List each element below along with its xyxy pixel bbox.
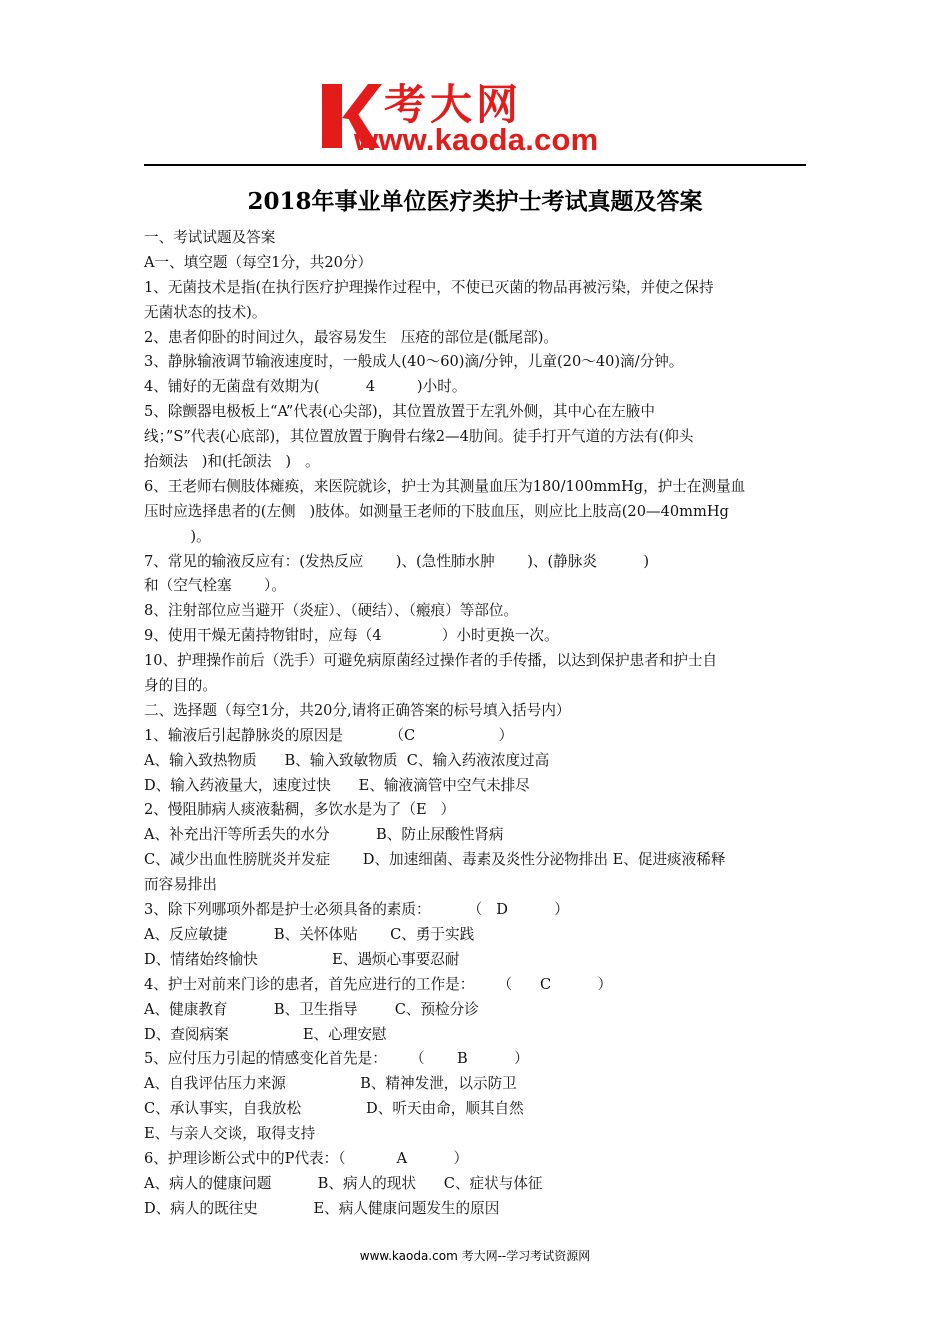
text-line: 抬颏法 )和(托颌法 ) 。 bbox=[144, 453, 320, 471]
text-line: 3、静脉输液调节输液速度时，一般成人(40～60)滴/分钟，儿童(20～40)滴/分钟。 bbox=[144, 353, 684, 371]
text-line: 9、使用干燥无菌持物钳时，应每（4 ）小时更换一次。 bbox=[144, 627, 559, 645]
text-line: 3、除下列哪项外都是护士必须具备的素质： （ D ） bbox=[144, 901, 569, 919]
text-line: 而容易排出 bbox=[144, 876, 217, 894]
text-line: A、补充出汗等所丢失的水分 B、防止尿酸性肾病 bbox=[144, 826, 504, 844]
text-line: A一、填空题（每空1分，共20分） bbox=[144, 253, 373, 271]
logo-url-text: www.kaoda.com bbox=[354, 122, 599, 157]
text-line: 10、护理操作前后（洗手）可避免病原菌经过操作者的手传播，以达到保护患者和护士自 bbox=[144, 652, 718, 670]
text-line: 压时应选择患者的(左侧 )肢体。如测量王老师的下肢血压，则应比上肢高(20—40mmHg bbox=[144, 502, 729, 520]
text-line: 和（空气栓塞 ）。 bbox=[144, 577, 286, 595]
text-line: A、输入致热物质 B、输入致敏物质 C、输入药液浓度过高 bbox=[144, 751, 550, 769]
text-line: 8、注射部位应当避开（炎症）、（硬结）、（瘢痕）等部位。 bbox=[144, 602, 519, 620]
text-line: 线；”S”代表(心底部)，其位置放置于胸骨右缘2—4肋间。徒手打开气道的方法有(仰头 bbox=[144, 428, 694, 446]
text-line: 6、护理诊断公式中的P代表：（ A ） bbox=[144, 1149, 469, 1167]
text-line: E、与亲人交谈，取得支持 bbox=[144, 1125, 316, 1143]
text-line: 2、慢阻肺病人痰液黏稠，多饮水是为了（E ） bbox=[144, 801, 456, 819]
text-line: 2、患者仰卧的时间过久，最容易发生 压疮的部位是(骶尾部)。 bbox=[144, 328, 559, 346]
text-line: A、自我评估压力来源 B、精神发泄，以示防卫 bbox=[144, 1075, 517, 1093]
page-footer: www.kaoda.com 考大网--学习考试资源网 bbox=[359, 1249, 591, 1263]
text-line: D、查阅病案 E、心理安慰 bbox=[144, 1025, 387, 1043]
text-line: 二、选择题（每空1分，共20分,请将正确答案的标号填入括号内） bbox=[144, 701, 571, 719]
text-line: D、病人的既往史 E、病人健康问题发生的原因 bbox=[144, 1199, 500, 1217]
text-line: 4、护士对前来门诊的患者，首先应进行的工作是： （ C ） bbox=[144, 975, 613, 993]
text-line: 5、除颤器电极板上“A”代表(心尖部)，其位置放置于左乳外侧，其中心在左腋中 bbox=[144, 403, 655, 421]
text-line: 5、应付压力引起的情感变化首先是： （ B ） bbox=[144, 1050, 529, 1068]
text-line: 1、输液后引起静脉炎的原因是 （C ） bbox=[144, 726, 514, 744]
text-line: 6、王老师右侧肢体瘫痪，来医院就诊，护士为其测量血压为180/100mmHg，护士在测量血 bbox=[144, 477, 746, 495]
text-line: D、输入药液量大，速度过快 E、输液滴管中空气未排尽 bbox=[144, 776, 530, 794]
text-line: )。 bbox=[144, 527, 211, 545]
text-line: A、病人的健康问题 B、病人的现状 C、症状与体征 bbox=[144, 1174, 543, 1192]
text-line: 1、无菌技术是指(在执行医疗护理操作过程中，不使已灭菌的物品再被污染，并使之保持 bbox=[144, 278, 714, 296]
document-title: 2018年事业单位医疗类护士考试真题及答案 bbox=[247, 188, 703, 215]
text-line: 无菌状态的技术)。 bbox=[144, 303, 267, 321]
text-line: 身的目的。 bbox=[144, 677, 217, 695]
header-divider bbox=[144, 164, 806, 166]
logo-chinese-text: 考大网 bbox=[384, 80, 523, 129]
text-line: A、反应敏捷 B、关怀体贴 C、勇于实践 bbox=[144, 925, 475, 943]
text-line: 4、铺好的无菌盘有效期为( 4 )小时。 bbox=[144, 378, 467, 396]
text-line: C、承认事实，自我放松 D、听天由命，顺其自然 bbox=[144, 1100, 524, 1118]
text-line: C、减少出血性膀胱炎并发症 D、加速细菌、毒素及炎性分泌物排出 E、促进痰液稀释 bbox=[144, 851, 726, 869]
text-line: D、情绪始终愉快 E、遇烦心事要忍耐 bbox=[144, 950, 460, 968]
text-line: A、健康教育 B、卫生指导 C、预检分诊 bbox=[144, 1000, 479, 1018]
text-line: 一、考试试题及答案 bbox=[144, 229, 276, 246]
site-logo[interactable] bbox=[318, 78, 648, 160]
text-line: 7、常见的输液反应有：(发热反应 )、(急性肺水肿 )、(静脉炎 ) bbox=[144, 552, 650, 570]
document-body bbox=[144, 226, 806, 1222]
